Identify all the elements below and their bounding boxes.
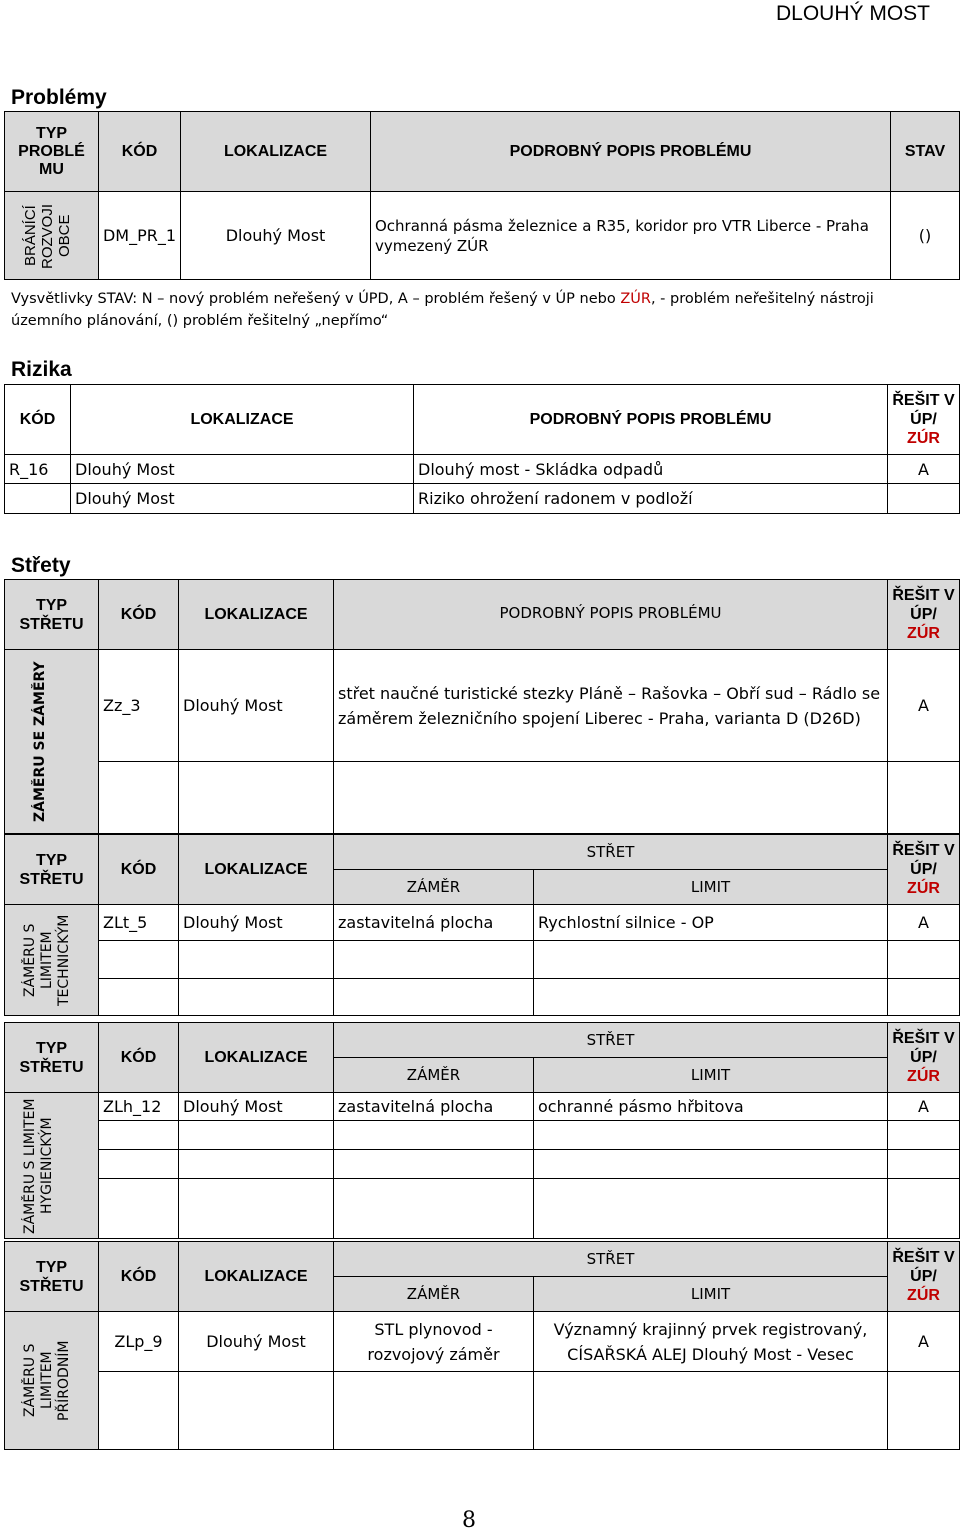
rizika-heading: Rizika [11,358,72,381]
resit-cell [888,1150,960,1179]
resit-label: ŘEŠIT V ÚP/ [892,1249,955,1285]
col-typ: TYP STŘETU [5,580,99,650]
lokalizace-cell: Dlouhý Most [179,1312,334,1372]
resit-cell: A [888,650,960,762]
resit-cell [888,1372,960,1450]
popis-cell [334,762,888,834]
resit-zur-label: ZÚR [907,880,940,897]
zamer-cell [334,1179,534,1239]
zamer-cell: zastavitelná plocha [334,1093,534,1121]
resit-zur-label: ZÚR [907,1068,940,1085]
kod-cell [99,762,179,834]
strety-hygienicky-table [4,1022,960,1239]
zamer-cell [334,978,534,1015]
resit-cell: A [888,905,960,941]
limit-cell [534,1121,888,1150]
typ-value: BRÁNÍCÍ ROZVOJI OBCE [21,203,73,269]
resit-zur-label: ZÚR [907,625,940,642]
col-lokalizace: LOKALIZACE [179,835,334,905]
col-popis: PODROBNÝ POPIS PROBLÉMU [371,112,891,192]
strety-technicky-table [4,834,960,1016]
table-row [5,762,960,834]
col-resit [888,1023,960,1093]
popis-cell: Ochranná pásma železnice a R35, koridor pro VTR Liberce - Praha vymezený ZÚR [371,192,891,280]
col-popis: PODROBNÝ POPIS PROBLÉMU [334,580,888,650]
resit-cell [888,1121,960,1150]
page-number: 8 [462,1508,476,1533]
col-lokalizace: LOKALIZACE [181,112,371,192]
popis-cell: Dlouhý most - Skládka odpadů [414,455,888,484]
table-row [5,905,960,941]
typ-cell [5,1312,99,1450]
typ-value: ZÁMĚRU SE ZÁMĚRY [31,661,48,822]
strety-header-row [5,580,960,650]
kod-cell [99,1121,179,1150]
limit-cell [534,978,888,1015]
strety-prirodni-table [4,1241,960,1450]
lokalizace-cell: Dlouhý Most [179,1093,334,1121]
zamer-cell: zastavitelná plocha [334,905,534,941]
zamer-cell [334,1150,534,1179]
col-kod: KÓD [99,1242,179,1312]
col-limit: LIMIT [534,1058,888,1093]
col-resit [888,835,960,905]
col-resit [888,1242,960,1312]
typ-cell [5,650,99,834]
lokalizace-cell: Dlouhý Most [179,650,334,762]
resit-label: ŘEŠIT V ÚP/ [892,392,955,428]
problemy-table [4,111,960,280]
typ-cell [5,1093,99,1239]
kod-cell [5,484,71,514]
table-row [5,192,960,280]
col-kod: KÓD [5,385,71,455]
strety-zamery-table [4,579,960,834]
lokalizace-cell [179,1121,334,1150]
table-row [5,941,960,978]
kod-cell [99,1150,179,1179]
problemy-header-row [5,112,960,192]
table-row [5,650,960,762]
resit-label: ŘEŠIT V ÚP/ [892,842,955,878]
lokalizace-cell: Dlouhý Most [71,484,414,514]
col-lokalizace: LOKALIZACE [179,1023,334,1093]
kod-cell: Zz_3 [99,650,179,762]
col-stret: STŘET [334,835,888,870]
legend-part2: , - problém neřešitelný nástroji územního plánování, () problém řešitelný „nepřímo“ [11,291,874,329]
col-stav: STAV [891,112,960,192]
typ-value: ZÁMĚRU S LIMITEM PŘÍRODNÍM [21,1340,72,1421]
col-kod: KÓD [99,112,181,192]
lokalizace-cell [179,1150,334,1179]
col-zamer: ZÁMĚR [334,870,534,905]
col-kod: KÓD [99,835,179,905]
limit-cell: Rychlostní silnice - OP [534,905,888,941]
table-row [5,1179,960,1239]
table-row [5,484,960,514]
legend-part1: Vysvětlivky STAV: N – nový problém neřešený v ÚPD, A – problém řešený v ÚP nebo [11,291,621,307]
table-row [5,978,960,1015]
resit-cell: A [888,1093,960,1121]
resit-zur-label: ZÚR [907,430,940,447]
limit-cell [534,1179,888,1239]
lokalizace-cell [179,978,334,1015]
kod-cell: ZLh_12 [99,1093,179,1121]
stav-cell: () [891,192,960,280]
typ-value: ZÁMĚRU S LIMITEM HYGIENICKÝM [21,1097,55,1234]
resit-cell [888,978,960,1015]
col-kod: KÓD [99,580,179,650]
legend-note [11,288,911,332]
resit-cell [888,484,960,514]
resit-cell: A [888,455,960,484]
kod-cell: R_16 [5,455,71,484]
lokalizace-cell: Dlouhý Most [71,455,414,484]
resit-cell [888,762,960,834]
zamer-cell: STL plynovod - rozvojový záměr [334,1312,534,1372]
col-limit: LIMIT [534,1277,888,1312]
strety-header-row [5,1242,960,1277]
col-zamer: ZÁMĚR [334,1277,534,1312]
resit-label: ŘEŠIT V ÚP/ [892,1030,955,1066]
problemy-heading: Problémy [11,86,107,109]
col-lokalizace: LOKALIZACE [179,580,334,650]
table-row [5,1372,960,1450]
col-lokalizace: LOKALIZACE [71,385,414,455]
kod-cell [99,1372,179,1450]
zamer-cell [334,1121,534,1150]
popis-cell: střet naučné turistické stezky Pláně – Rašovka – Obří sud – Rádlo se záměrem železničního spojení Liberec - Praha, varianta D (D26D) [334,650,888,762]
kod-cell: ZLt_5 [99,905,179,941]
rizika-header-row [5,385,960,455]
kod-cell [99,978,179,1015]
rizika-table [4,384,960,514]
limit-cell: Významný krajinný prvek registrovaný, CÍSAŘSKÁ ALEJ Dlouhý Most - Vesec [534,1312,888,1372]
col-typ: TYP PROBLÉ MU [5,112,99,192]
resit-cell: A [888,1312,960,1372]
lokalizace-cell [179,941,334,978]
lokalizace-cell: Dlouhý Most [179,905,334,941]
document-title: DLOUHÝ MOST [775,2,930,25]
col-zamer: ZÁMĚR [334,1058,534,1093]
legend-zur: ZÚR [620,291,651,307]
table-row [5,1093,960,1121]
strety-header-row [5,835,960,870]
popis-cell: Riziko ohrožení radonem v podloží [414,484,888,514]
limit-cell: ochranné pásmo hřbitova [534,1093,888,1121]
table-row [5,1150,960,1179]
lokalizace-cell [179,1372,334,1450]
strety-heading: Střety [11,554,71,577]
resit-cell [888,1179,960,1239]
lokalizace-cell: Dlouhý Most [181,192,371,280]
typ-cell [5,192,99,280]
col-stret: STŘET [334,1242,888,1277]
col-typ: TYP STŘETU [5,835,99,905]
table-row [5,1312,960,1372]
typ-cell [5,905,99,1016]
typ-value: ZÁMĚRU S LIMITEM TECHNICKÝM [21,914,72,1006]
resit-zur-label: ZÚR [907,1287,940,1304]
resit-cell [888,941,960,978]
resit-label: ŘEŠIT V ÚP/ [892,587,955,623]
limit-cell [534,941,888,978]
kod-cell: ZLp_9 [99,1312,179,1372]
kod-cell: DM_PR_1 [99,192,181,280]
lokalizace-cell [179,762,334,834]
col-resit [888,385,960,455]
col-typ: TYP STŘETU [5,1242,99,1312]
col-typ: TYP STŘETU [5,1023,99,1093]
col-kod: KÓD [99,1023,179,1093]
col-resit [888,580,960,650]
limit-cell [534,1372,888,1450]
zamer-cell [334,941,534,978]
table-row [5,455,960,484]
col-lokalizace: LOKALIZACE [179,1242,334,1312]
strety-header-row [5,1023,960,1058]
col-stret: STŘET [334,1023,888,1058]
zamer-cell [334,1372,534,1450]
kod-cell [99,941,179,978]
col-limit: LIMIT [534,870,888,905]
kod-cell [99,1179,179,1239]
limit-cell [534,1150,888,1179]
col-popis: PODROBNÝ POPIS PROBLÉMU [414,385,888,455]
lokalizace-cell [179,1179,334,1239]
table-row [5,1121,960,1150]
